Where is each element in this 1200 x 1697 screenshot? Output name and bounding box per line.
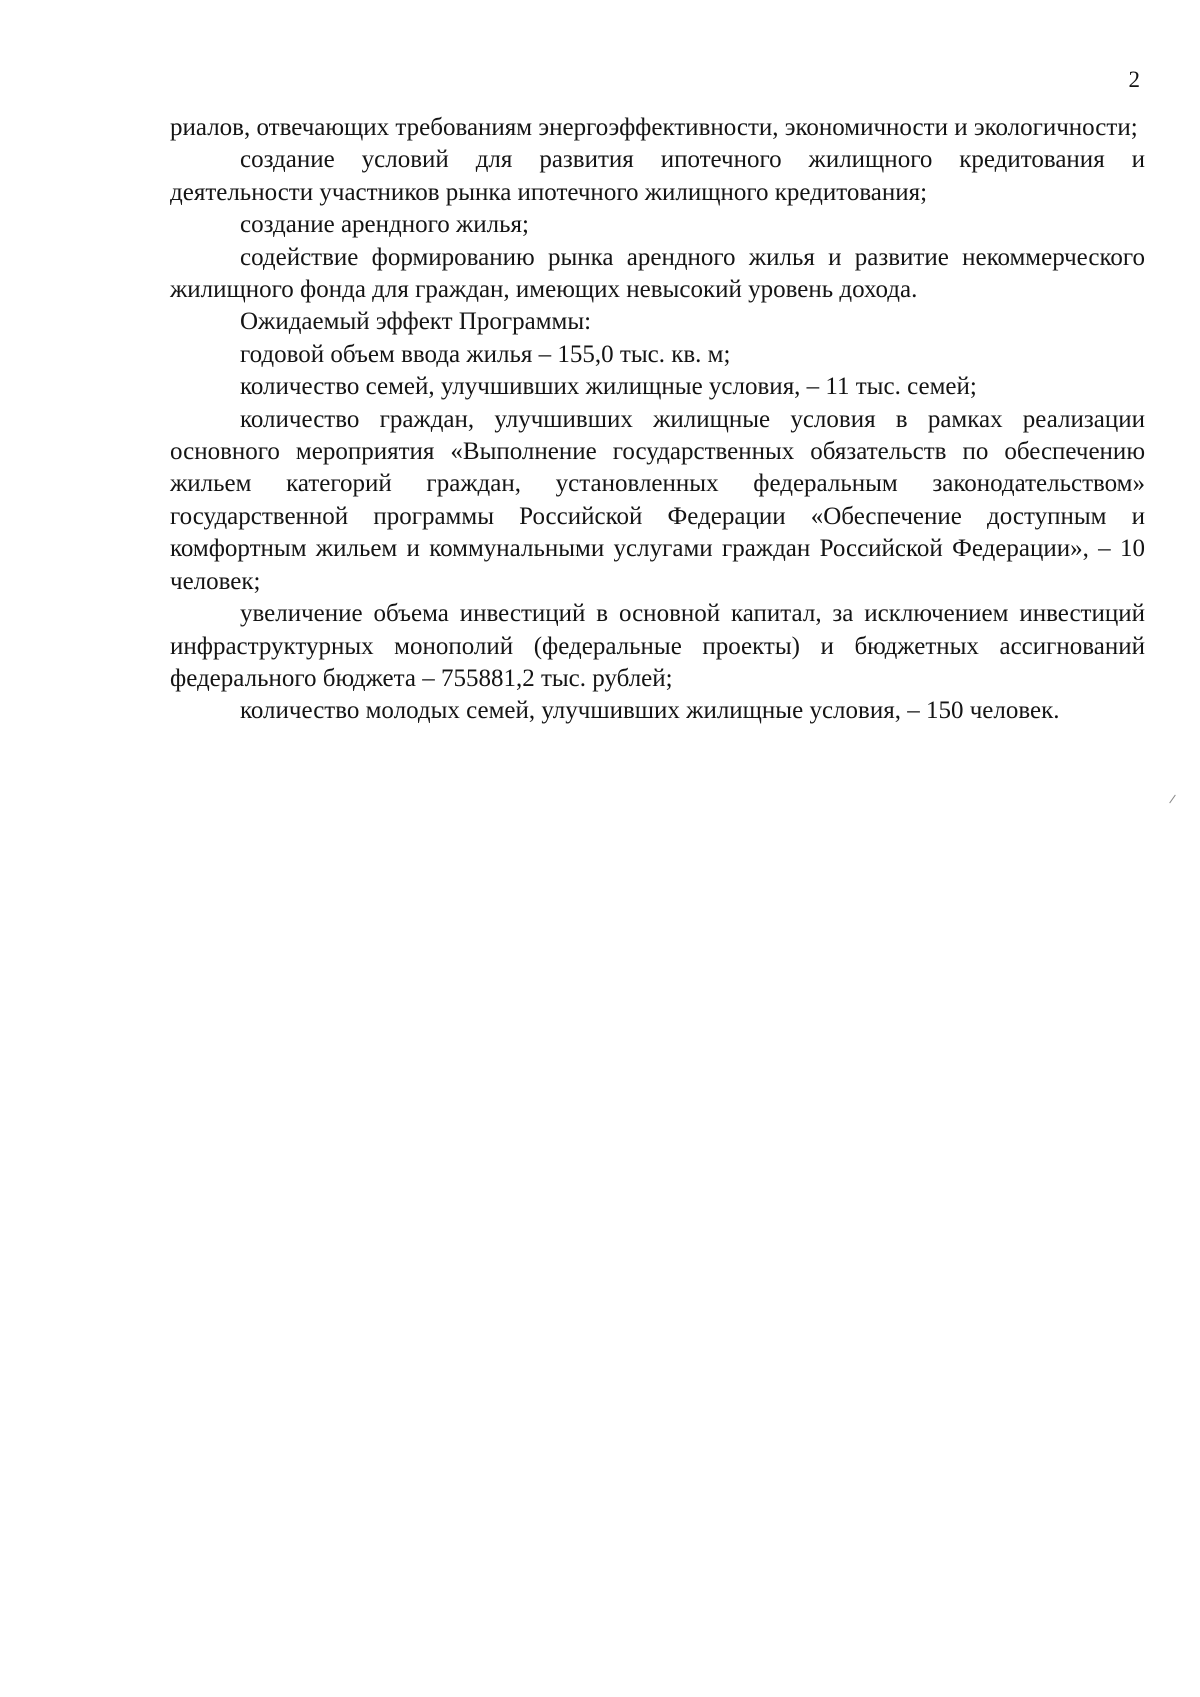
paragraph-families-improved: количество семей, улучшивших жилищные условия, – 11 тыс. семей; [240, 373, 977, 401]
paragraph-investment-growth: увеличение объема инвестиций в основной капитал, за исключением инвестиций инфраструктурных монополий (федеральные проекты) и бюджетных ассигнований федерального бюджета – 755881,2 тыс. рублей; [170, 600, 1145, 692]
page-number: 2 [1128, 67, 1140, 92]
paragraph-rental-market: содействие формированию рынка арендного жилья и развитие некоммерческого жилищного фонда для граждан, имеющих невысокий уровень дохода. [170, 243, 1145, 304]
paragraph-housing-input: годовой объем ввода жилья – 155,0 тыс. кв. м; [240, 340, 731, 368]
paragraph-expected-effect-heading: Ожидаемый эффект Программы: [240, 308, 592, 336]
paragraph-young-families: количество молодых семей, улучшивших жилищные условия, – 150 человек. [240, 697, 1060, 725]
paragraph-citizens-improved: количество граждан, улучшивших жилищные условия в рамках реализации основного мероприятия «Выполнение государственных обязательств по обеспечению жильем категорий граждан, установленных федеральным законодательством» государственной программы Российской Федерации «Обеспечение доступным и комфортным жильем и коммунальными услугами граждан Российской Федерации», – 10 человек; [170, 405, 1145, 595]
document-body [170, 112, 1145, 728]
scan-mark [1169, 795, 1176, 804]
paragraph-mortgage-conditions: создание условий для развития ипотечного жилищного кредитования и деятельности участников рынка ипотечного жилищного кредитования; [170, 146, 1145, 206]
paragraph-rental-housing: создание арендного жилья; [240, 211, 529, 239]
paragraph-continuation: риалов, отвечающих требованиям энергоэффективности, экономичности и экологичности; [170, 114, 1138, 141]
